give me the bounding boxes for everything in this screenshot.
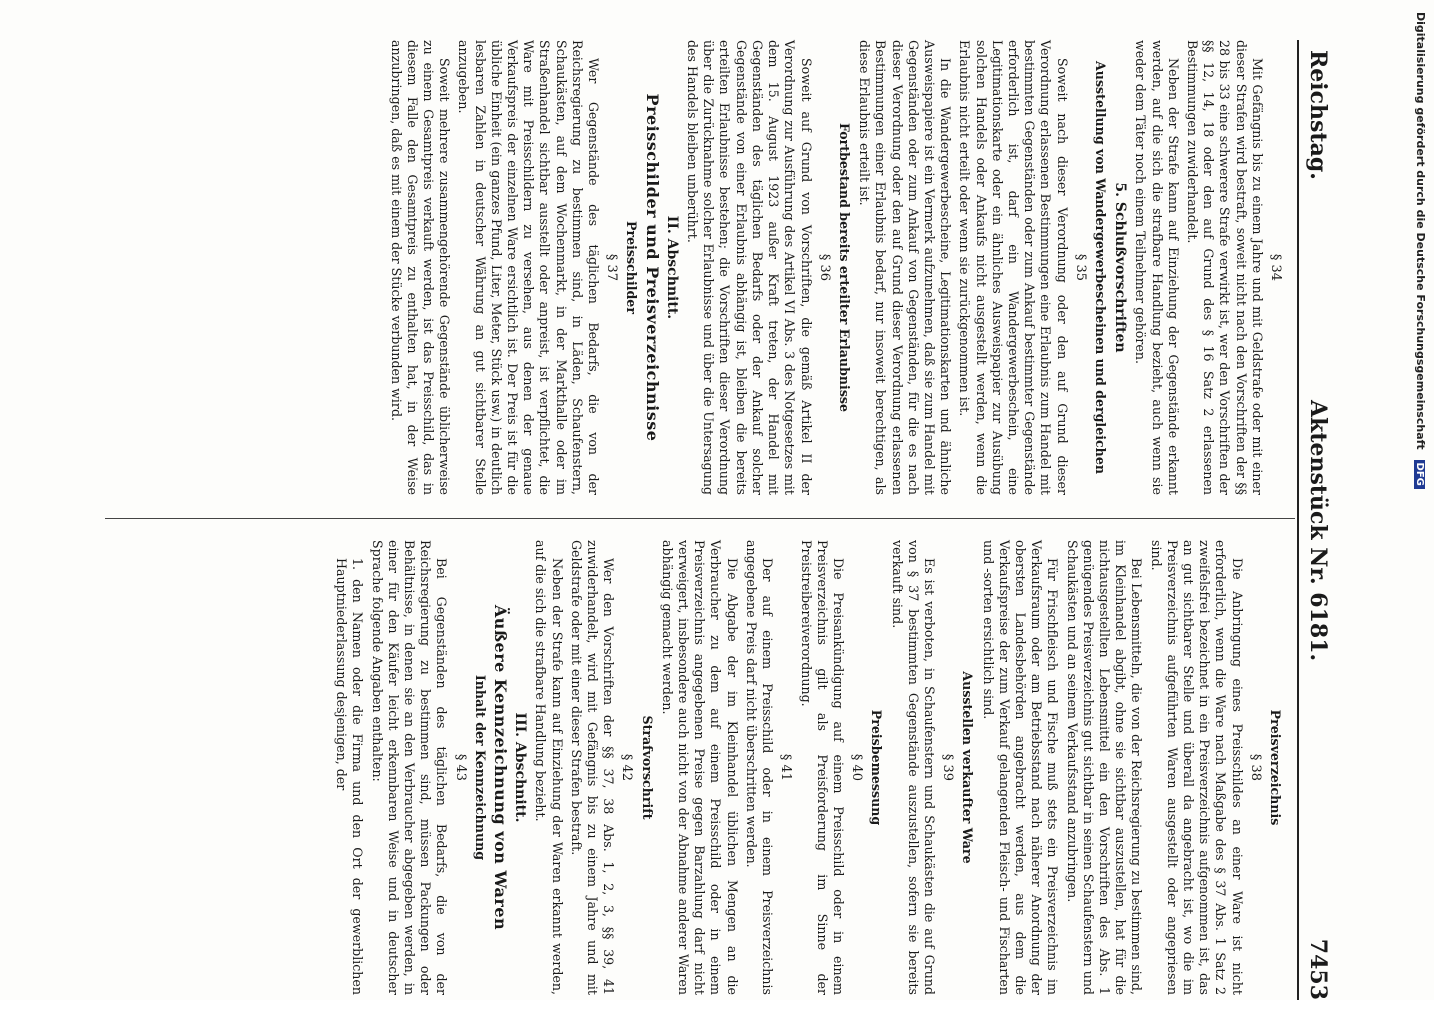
subtitle: Ausstellen verkaufter Ware	[960, 671, 976, 864]
paragraph: Die Abgabe der im Kleinhandel üblichen Mengen an die Verbraucher zu dem auf einem Preisschild oder in einem Preisverzeichnis angegebenen Preise gegen Barzahlung darf nicht verweigert, insbesondere auch nicht von der Abnahme anderer Waren abhängig gemacht werden.	[659, 540, 740, 995]
part-title: 5. Schlußvorschriften	[1112, 182, 1129, 353]
paragraph: Bei Gegenständen des täglichen Bedarfs, die von der Reichsregierung zu bestimmen sind, müssen Packungen oder Behältnisse, in denen sie an den Verbraucher abgegeben werden, in einer für den Käufer leicht erkennbaren Weise und in deutscher Sprache folgende Angaben enthalten:	[369, 540, 450, 995]
digitization-sidebar	[1405, 0, 1433, 1000]
section-heading: § 43	[452, 753, 468, 782]
subtitle: Preisschilder	[624, 221, 640, 314]
subtitle: Inhalt der Kennzeichnung	[472, 674, 488, 861]
column-divider	[105, 518, 1295, 519]
header-document-number: Aktenstück Nr. 6181.	[1305, 400, 1331, 662]
part-subtitle: Preisschilder und Preisverzeichnisse	[642, 93, 662, 442]
section-heading: § 34	[1268, 253, 1283, 282]
part-title: II. Abschnitt.	[663, 215, 680, 320]
section-heading: § 39	[940, 753, 956, 782]
paragraph: Der auf einem Preisschild oder in einem Preisverzeichnis angegebene Preis darf nicht überschritten werden.	[743, 540, 776, 995]
section-heading: § 35	[1072, 253, 1088, 282]
paragraph: Soweit auf Grund von Vorschriften, die gemäß Artikel II der Verordnung zur Ausführung des Artikel VI Abs. 3 des Notgesetzes mit dem 15. August 1923 außer Kraft treten, der Handel mit Gegenständen des täglichen Bedarfs oder der Ankauf solcher Gegenstände von einer Erlaubnis abhängig ist, bleiben die bereits erteilten Erlaubnisse bestehen; die Vorschriften dieser Verordnung über die Zurücknahme solcher Erlaubnisse und über die Untersagung des Handels bleiben unberührt.	[685, 40, 814, 495]
section-heading: § 42	[619, 753, 635, 782]
paragraph: Mit Gefängnis bis zu einem Jahre und mit Geldstrafe oder mit einer dieser Strafen wird bestraft, soweit nicht nach den Vorschriften der §§ 28 bis 33 eine schwerere Strafe verwirkt ist, wer den Vorschriften der §§ 12, 14, 18 oder den auf Grund des § 16 Satz 2 erlassenen Bestimmungen zuwiderhandelt.	[1184, 40, 1265, 495]
section-heading: § 38	[1247, 753, 1263, 782]
subtitle: Preisbemessung	[869, 709, 885, 826]
funding-note: Digitalisierung gefördert durch die Deutsche Forschungsgemeinschaft	[1414, 12, 1427, 450]
paragraph: In die Wandergewerbescheine, Legitimationskarten und ähnliche Ausweispapiere ist ein Vermerk aufzunehmen, daß sie zum Handel mit Gegenständen oder zum Ankauf von Gegenständen, für die es nach dieser Verordnung oder den auf Grund dieser Verordnung erlassenen Bestimmungen einer Erlaubnis bedarf, nur insoweit berechtigen, als diese Erlaubnis erteilt ist.	[857, 40, 954, 495]
rotated-page	[65, 40, 1335, 1020]
digitization-note	[1407, 12, 1427, 1002]
header-rule	[1297, 40, 1299, 1000]
right-column	[330, 540, 1287, 995]
subtitle: Ausstellung von Wandergewerbescheinen und dergleichen	[1092, 61, 1108, 474]
paragraph: Neben der Strafe kann auf Einziehung der Waren erkannt werden, auf die sich die strafbare Handlung bezieht.	[533, 540, 565, 995]
section-heading: § 40	[849, 753, 865, 782]
paragraph: Die Anbringung eines Preisschildes an einer Ware ist nicht erforderlich, wenn die Ware nach Maßgabe des § 37 Abs. 1 Satz 2 zweifelsfrei bezeichnet in ein Preisverzeichnis aufgenommen ist, das an gut sichtbarer Stelle und überall da angebracht ist, wo die im Preisverzeichnis aufgeführten Waren ausgestellt oder angepriesen sind.	[1148, 540, 1245, 995]
list-item: 1. den Namen oder die Firma und den Ort der gewerblichen Hauptniederlassung desjenigen, der	[334, 558, 366, 995]
section-heading: § 41	[778, 753, 794, 782]
paragraph: Wer den Vorschriften der §§ 37, 38 Abs. 1, 2, 3, §§ 39, 41 zuwiderhandelt, wird mit Gefängnis bis zu einem Jahre und mit Geldstrafe oder mit einer dieser Strafen bestraft.	[568, 540, 617, 995]
dfg-badge: DFG	[1414, 460, 1425, 489]
paragraph: Wer Gegenstände des täglichen Bedarfs, die von der Reichsregierung zu bestimmen sind, in Läden, Schaufenstern, Schaukästen, auf dem Wochenmarkt, in der Markthalle oder im Straßenhandel sichtbar ausstellt oder anpreist, ist verpflichtet, die Ware mit Preisschildern zu versehen, aus denen der genaue Verkaufspreis der einzelnen Ware ersichtlich ist. Der Preis ist für die übliche Einheit (ein ganzes Pfund, Liter, Meter, Stück usw.) in deutlich lesbaren Zahlen in deutscher Währung an gut sichtbarer Stelle anzugeben.	[456, 40, 602, 495]
paragraph: Neben der Strafe kann auf Einziehung der Gegenstände erkannt werden, auf die sich die strafbare Handlung bezieht, auch wenn sie weder dem Täter noch einem Teilnehmer gehören.	[1133, 40, 1181, 495]
paragraph: Es ist verboten, in Schaufenstern und Schaukästen die auf Grund von § 37 bestimmten Gegenstände auszustellen, sofern sie bereits verkauft sind.	[889, 540, 937, 995]
subtitle: Strafvorschrift	[639, 715, 655, 820]
part-subtitle: Äußere Kennzeichnung von Waren	[491, 604, 511, 931]
section-heading: § 36	[816, 253, 832, 282]
section-heading: § 37	[604, 253, 620, 282]
paragraph: Für Frischfleisch und Fische muß stets ein Preisverzeichnis im Verkaufsraum oder am Betriebsstand nach näherer Anordnung der obersten Landesbehörden angebracht werden, aus dem die Verkaufspreise der zum Verkauf gelangenden Fleisch- und Fischarten und -sorten ersichtlich sind.	[980, 540, 1061, 995]
page-header	[1303, 40, 1335, 1000]
left-column	[384, 40, 1287, 495]
paragraph: Die Preisankündigung auf einem Preisschild oder in einem Preisverzeichnis gilt als Preisforderung im Sinne der Preistreibereiverordnung.	[798, 540, 846, 995]
subtitle: Fortbestand bereits erteilter Erlaubnisse	[836, 122, 852, 413]
part-title: III. Abschnitt.	[512, 712, 529, 823]
paragraph: Soweit mehrere zusammengehörende Gegenstände üblicherweise zu einem Gesamtpreis verkauft werden, ist das Preisschild, das in diesem Falle den Gesamtpreis zu enthalten hat, in der Weise anzubringen, daß es mit einem der Stücke verbunden wird.	[388, 40, 453, 495]
page-number: 7453	[1305, 938, 1331, 1000]
paragraph: Soweit nach dieser Verordnung oder den auf Grund dieser Verordnung erlassenen Bestimmungen eine Erlaubnis zum Handel mit bestimmten Gegenständen oder zum Ankauf bestimmter Gegenstände erforderlich ist, darf ein Wandergewerbeschein, eine Legitimationskarte oder ein ähnliches Ausweispapier zur Ausübung solchen Handels oder Ankaufs nicht ausgestellt werden, wenn die Erlaubnis nicht erteilt oder wenn sie zurückgenommen ist.	[957, 40, 1070, 495]
paragraph: Bei Lebensmitteln, die von der Reichsregierung zu bestimmen sind, im Kleinhandel abgibt, ohne sie sichtbar auszustellen, hat für die nichtausgestellten Lebensmittel ein den Vorschriften des Abs. 1 genügendes Preisverzeichnis gut sichtbar in seinen Schaufenstern und Schaukästen und an seinem Verkaufsstand anzubringen.	[1064, 540, 1145, 995]
header-reichstag: Reichstag.	[1305, 50, 1331, 180]
subtitle: Preisverzeichnis	[1268, 709, 1283, 826]
